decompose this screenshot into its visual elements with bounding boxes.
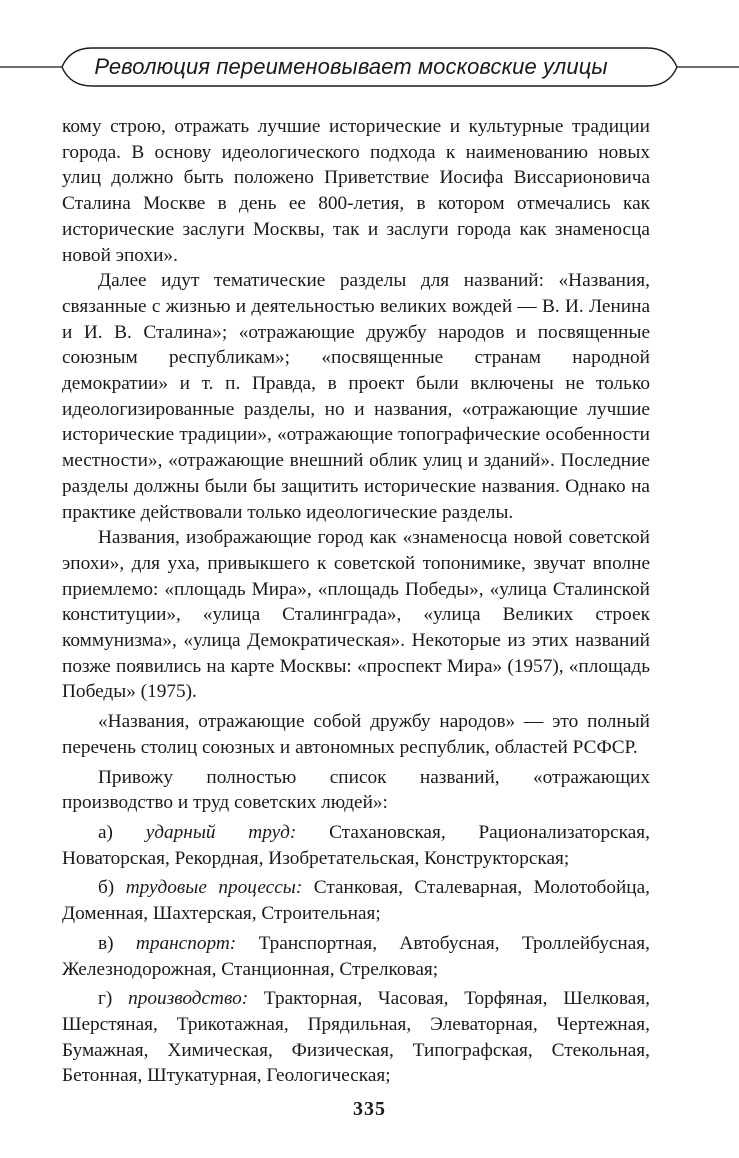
- list-marker: в): [98, 932, 114, 954]
- list-item-c: [62, 931, 650, 982]
- list-category: трудовые процессы:: [125, 877, 303, 899]
- paragraph-2: Далее идут тематические разделы для названий: «Названия, связанные с жизнью и деятельностью великих вождей — В. И. Ленина и И. В. Сталина»; «отражающие дружбу народов и посвященные союзным республикам»; «посвященные странам народной демократии» и т. п. Правда, в проект были включены не только идеологизированные разделы, но и названия, «отражающие лучшие исторические традиции», «отражающие топографические особенности местности», «отражающие внешний облик улиц и зданий». Последние разделы должны были бы защитить исторические названия. Однако на практике действовали только идеологические разделы.: [62, 270, 650, 523]
- list-item-b: [62, 875, 650, 926]
- paragraph-4: «Названия, отражающие собой дружбу народов» — это полный перечень столиц союзных и автономных республик, областей РСФСР.: [62, 711, 650, 758]
- list-category: производство:: [128, 988, 249, 1010]
- paragraph-3: Названия, изображающие город как «знаменосца новой советской эпохи», для уха, привыкшего к советской топонимике, звучат вполне приемлемо: «площадь Мира», «площадь Победы», «улица Сталинской конституции», «улица Сталинграда», «улица Великих строек коммунизма», «улица Демократическая». Некоторые из этих названий позже появились на карте Москвы: «проспект Мира» (1957), «площадь Победы» (1975).: [62, 527, 650, 703]
- list-category: ударный труд:: [145, 821, 297, 843]
- running-header: [0, 44, 739, 94]
- list-text: Тракторная, Часовая, Торфяная, Шелковая, Шерстяная, Трикотажная, Прядильная, Элеваторная, Чертежная, Бумажная, Химическая, Физическая, Типографская, Стекольная, Бетонная, Штукатурная, Геологическая;: [62, 988, 651, 1087]
- paragraph-1: кому строю, отражать лучшие исторические и культурные традиции города. В основу идеологического подхода к наименованию новых улиц должно быть положено Приветствие Иосифа Виссарионовича Сталина Москве в день ее 800-летия, в котором отмечались как исторические заслуги Москвы, так и заслуги города как знаменосца новой эпохи».: [62, 116, 650, 266]
- list-item-a: [62, 820, 650, 871]
- list-marker: а): [98, 821, 113, 843]
- list-marker: г): [98, 988, 113, 1010]
- header-title: Революция переименовывает московские улицы: [94, 54, 608, 79]
- list-category: транспорт:: [135, 932, 237, 954]
- paragraph-5: Привожу полностью список названий, «отражающих производство и труд советских людей»:: [62, 766, 650, 814]
- page-number: 335: [353, 1098, 386, 1120]
- list-marker: б): [98, 877, 115, 899]
- list-text: Стахановская, Рационализаторская, Новаторская, Рекордная, Изобретательская, Конструкторская;: [62, 821, 650, 869]
- body-text: [62, 114, 650, 1089]
- list-item-d: [62, 986, 650, 1089]
- list-text: Станковая, Сталеварная, Молотобойца, Доменная, Шахтерская, Строительная;: [62, 877, 650, 925]
- list-text: Транспортная, Автобусная, Троллейбусная, Железнодорожная, Станционная, Стрелковая;: [62, 932, 650, 980]
